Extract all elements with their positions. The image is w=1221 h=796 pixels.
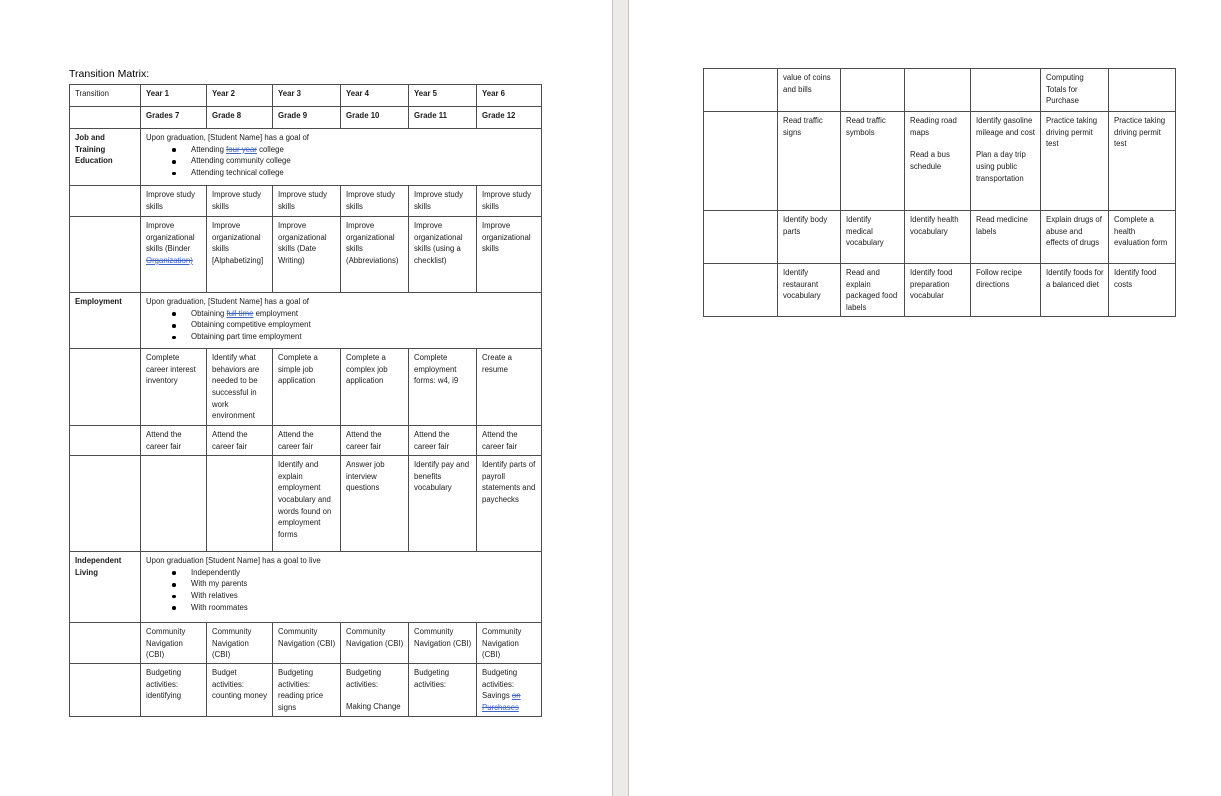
paragraph: Improve organizational skills (using a checklist): [414, 221, 463, 266]
column-header: [273, 107, 341, 129]
paragraph: Grade 9: [278, 111, 308, 120]
table-cell: [341, 664, 409, 717]
table-cell: [778, 69, 841, 112]
table-cell: [409, 186, 477, 217]
paragraph: Identify medical vocabulary: [846, 215, 884, 248]
table-row: [70, 426, 542, 456]
table-cell: [341, 217, 409, 293]
table-cell: [207, 664, 273, 717]
paragraph: Complete a simple job application: [278, 353, 318, 386]
column-header: [341, 85, 409, 107]
bullet-item: Attending community college: [146, 155, 537, 167]
table-row: [70, 129, 542, 186]
table-cell: [905, 211, 971, 264]
table-cell: [841, 112, 905, 211]
paragraph: Identify health vocabulary: [910, 215, 959, 236]
paragraph: Improve study skills: [414, 190, 463, 211]
column-header: [409, 107, 477, 129]
column-header: [141, 107, 207, 129]
paragraph: Improve organizational skills (Date Writing): [278, 221, 327, 266]
table-cell: [778, 112, 841, 211]
bullet-list: [146, 567, 537, 614]
table-cell: [70, 107, 141, 129]
paragraph: Complete employment forms: w4, i9: [414, 353, 459, 386]
paragraph: Read traffic symbols: [846, 116, 886, 137]
table-cell: [971, 264, 1041, 317]
paragraph: Improve study skills: [346, 190, 395, 211]
table-cell: [141, 349, 207, 426]
table-cell: [905, 112, 971, 211]
paragraph: Budgeting activities: reading price signs: [278, 668, 324, 713]
paragraph: Read a bus schedule: [910, 150, 950, 172]
paragraph: Budget activities: counting money: [212, 668, 268, 701]
paragraph: Complete a health evaluation form: [1114, 215, 1168, 248]
paragraph: Computing Totals for Purchase: [1046, 73, 1084, 106]
table-cell: [1041, 112, 1109, 211]
column-header: [341, 107, 409, 129]
table-cell: [409, 664, 477, 717]
table-cell: [341, 186, 409, 217]
tracked-deletion-text: on Purchases: [482, 691, 521, 713]
paragraph: Identify pay and benefits vocabulary: [414, 460, 470, 493]
paragraph: Budgeting activities:: [346, 668, 382, 689]
page-gap-divider: [612, 0, 629, 796]
table-cell: [409, 623, 477, 664]
table-cell: [409, 426, 477, 456]
table-row: [70, 85, 542, 107]
table-row: [70, 186, 542, 217]
bullet-list: [146, 144, 537, 179]
paragraph: Complete career interest inventory: [146, 353, 196, 386]
paragraph: [146, 220, 202, 267]
table-row: [70, 349, 542, 426]
table-cell: [70, 186, 141, 217]
table-cell: [1041, 264, 1109, 317]
cell-text: college: [256, 144, 284, 154]
table-cell: [207, 217, 273, 293]
paragraph: Improve study skills: [146, 190, 195, 211]
paragraph: Reading road maps: [910, 116, 957, 137]
table-cell: [409, 456, 477, 552]
paragraph: Improve study skills: [482, 190, 531, 211]
cell-text: Improve organizational skills (Binder: [146, 221, 195, 254]
table-cell: [704, 112, 778, 211]
paragraph: Create a resume: [482, 353, 512, 374]
paragraph: Year 1: [146, 89, 169, 98]
paragraph: Job and Training Education: [75, 133, 113, 166]
bullet-item: Obtaining competitive employment: [146, 319, 537, 331]
paragraph: Improve organizational skills: [482, 221, 531, 254]
table-cell: [704, 264, 778, 317]
paragraph: Upon graduation, [Student Name] has a goal of: [146, 133, 309, 142]
table-cell: [477, 217, 542, 293]
paragraph: Grade 12: [482, 111, 516, 120]
table-cell: [207, 349, 273, 426]
table-cell: [141, 623, 207, 664]
table-cell: [1109, 264, 1176, 317]
table-cell: [841, 264, 905, 317]
table-cell: [841, 69, 905, 112]
bullet-item: [146, 144, 537, 156]
paragraph: Improve study skills: [212, 190, 261, 211]
section-label: [70, 552, 141, 623]
paragraph: Attend the career fair: [278, 430, 314, 451]
paragraph: Year 4: [346, 89, 369, 98]
table-row: [704, 112, 1176, 211]
table-cell: [778, 211, 841, 264]
paragraph: Identify food preparation vocabular: [910, 268, 953, 301]
paragraph: Grade 11: [414, 111, 447, 120]
bullet-item: Independently: [146, 567, 537, 579]
table-cell: [1109, 112, 1176, 211]
document-title: Transition Matrix:: [69, 68, 150, 80]
paragraph: Employment: [75, 297, 122, 306]
paragraph: Making Change: [346, 702, 401, 712]
table-cell: [905, 264, 971, 317]
paragraph: Answer job interview questions: [346, 460, 385, 493]
paragraph: Read traffic signs: [783, 116, 823, 137]
paragraph: Improve organizational skills [Alphabetizing]: [212, 221, 264, 266]
paragraph: Identify what behaviors are needed to be successful in work environment: [212, 353, 260, 421]
column-header: [207, 85, 273, 107]
table-cell: [70, 217, 141, 293]
table-cell: [70, 349, 141, 426]
bullet-item: Attending technical college: [146, 167, 537, 179]
table-row: [70, 552, 542, 623]
table-cell: [273, 426, 341, 456]
table-cell: [273, 664, 341, 717]
table-cell: [477, 664, 542, 717]
paragraph: Read and explain packaged food labels: [846, 268, 898, 313]
table-cell: [273, 186, 341, 217]
table-cell: [1109, 211, 1176, 264]
paragraph: Year 5: [414, 89, 437, 98]
table-row: [704, 69, 1176, 112]
column-header: [273, 85, 341, 107]
paragraph: Identify restaurant vocabulary: [783, 268, 821, 301]
table-row: [70, 293, 542, 349]
paragraph: Improve study skills: [278, 190, 327, 211]
paragraph: Identify foods for a balanced diet: [1046, 268, 1104, 289]
section-label: [70, 293, 141, 349]
bullet-item: [146, 308, 537, 320]
table-cell: [70, 623, 141, 664]
paragraph: Community Navigation (CBI): [346, 627, 404, 648]
goal-cell: [141, 552, 542, 623]
table-cell: [273, 349, 341, 426]
paragraph: value of coins and bills: [783, 73, 831, 94]
table-cell: [704, 69, 778, 112]
paragraph: Upon graduation, [Student Name] has a goal of: [146, 297, 309, 306]
cell-text: Obtaining: [191, 308, 227, 318]
table-cell: [1041, 69, 1109, 112]
table-cell: [841, 211, 905, 264]
paragraph: Attend the career fair: [146, 430, 182, 451]
paragraph: Community Navigation (CBI): [482, 627, 522, 660]
paragraph: Attend the career fair: [346, 430, 382, 451]
paragraph: Grade 10: [346, 111, 380, 120]
table-cell: [1041, 211, 1109, 264]
table-cell: [477, 349, 542, 426]
table-cell: [341, 623, 409, 664]
cell-text: Budgeting activities: Savings: [482, 668, 518, 701]
table-cell: [141, 217, 207, 293]
table-cell: [141, 456, 207, 552]
column-header: [141, 85, 207, 107]
paragraph: [482, 667, 537, 714]
table-cell: [1109, 69, 1176, 112]
paragraph: Identify gasoline mileage and cost: [976, 116, 1035, 137]
tracked-deletion-text: Organization): [146, 256, 193, 266]
table-cell: [70, 426, 141, 456]
paragraph: Year 3: [278, 89, 301, 98]
paragraph: Grades 7: [146, 111, 180, 120]
bullet-item: Obtaining part time employment: [146, 331, 537, 343]
paragraph: Identify food costs: [1114, 268, 1157, 289]
column-header: [409, 85, 477, 107]
goal-cell: [141, 293, 542, 349]
transition-matrix-table-page-2: [703, 68, 1176, 317]
column-header: [477, 107, 542, 129]
paragraph: Transition: [75, 89, 109, 98]
table-cell: [141, 426, 207, 456]
table-cell: [778, 264, 841, 317]
column-header: [70, 85, 141, 107]
bullet-item: With roommates: [146, 602, 537, 614]
tracked-deletion-text: full time: [226, 308, 254, 318]
table-cell: [273, 456, 341, 552]
paragraph: Plan a day trip using public transportation: [976, 150, 1026, 183]
paragraph: Community Navigation (CBI): [212, 627, 252, 660]
column-header: [477, 85, 542, 107]
table-cell: [341, 426, 409, 456]
table-row: [704, 264, 1176, 317]
paragraph: Identify parts of payroll statements and paychecks: [482, 460, 536, 505]
table-cell: [207, 426, 273, 456]
paragraph: Identify and explain employment vocabulary and words found on employment forms: [278, 460, 332, 540]
table-cell: [477, 456, 542, 552]
table-cell: [70, 664, 141, 717]
paragraph: Explain drugs of abuse and effects of drugs: [1046, 215, 1102, 248]
table-cell: [477, 426, 542, 456]
table-row: [704, 211, 1176, 264]
paragraph: Identify body parts: [783, 215, 828, 236]
table-cell: [141, 664, 207, 717]
paragraph: Read medicine labels: [976, 215, 1029, 236]
table-row: [70, 107, 542, 129]
paragraph: Practice taking driving permit test: [1114, 116, 1166, 149]
paragraph: Improve organizational skills (Abbreviations): [346, 221, 399, 266]
paragraph: Community Navigation (CBI): [414, 627, 472, 648]
table-cell: [409, 217, 477, 293]
table-row: [70, 217, 542, 293]
paragraph: Attend the career fair: [482, 430, 518, 451]
paragraph: Attend the career fair: [212, 430, 248, 451]
paragraph: Complete a complex job application: [346, 353, 388, 386]
table-cell: [971, 112, 1041, 211]
paragraph: Budgeting activities:: [414, 668, 450, 689]
paragraph: Attend the career fair: [414, 430, 450, 451]
table-row: [70, 664, 542, 717]
paragraph: Independent Living: [75, 556, 122, 577]
section-label: [70, 129, 141, 186]
table-cell: [141, 186, 207, 217]
table-cell: [341, 349, 409, 426]
tracked-deletion-text: four year: [226, 144, 257, 154]
bullet-item: With my parents: [146, 578, 537, 590]
paragraph: [976, 138, 1036, 149]
table-cell: [477, 623, 542, 664]
paragraph: Year 2: [212, 89, 235, 98]
column-header: [207, 107, 273, 129]
document-page-2[interactable]: [629, 0, 1221, 796]
cell-text: Attending: [191, 144, 227, 154]
table-cell: [341, 456, 409, 552]
table-row: [70, 623, 542, 664]
paragraph: [346, 690, 404, 701]
table-cell: [207, 186, 273, 217]
paragraph: Community Navigation (CBI): [278, 627, 336, 648]
table-cell: [70, 456, 141, 552]
paragraph: Grade 8: [212, 111, 242, 120]
table-cell: [207, 456, 273, 552]
table-cell: [477, 186, 542, 217]
table-cell: [409, 349, 477, 426]
transition-matrix-table-page-1: [69, 84, 542, 717]
paragraph: [910, 138, 966, 149]
cell-text: employment: [253, 308, 299, 318]
paragraph: Year 6: [482, 89, 505, 98]
paragraph: Practice taking driving permit test: [1046, 116, 1098, 149]
table-cell: [273, 217, 341, 293]
paragraph: Upon graduation [Student Name] has a goal to live: [146, 556, 321, 565]
table-cell: [905, 69, 971, 112]
table-cell: [971, 211, 1041, 264]
table-row: [70, 456, 542, 552]
goal-cell: [141, 129, 542, 186]
paragraph: Budgeting activities: identifying: [146, 668, 182, 701]
paragraph: Follow recipe directions: [976, 268, 1022, 289]
table-cell: [273, 623, 341, 664]
bullet-item: With relatives: [146, 590, 537, 602]
bullet-list: [146, 308, 537, 343]
table-cell: [971, 69, 1041, 112]
paragraph: Community Navigation (CBI): [146, 627, 186, 660]
table-cell: [207, 623, 273, 664]
table-cell: [704, 211, 778, 264]
